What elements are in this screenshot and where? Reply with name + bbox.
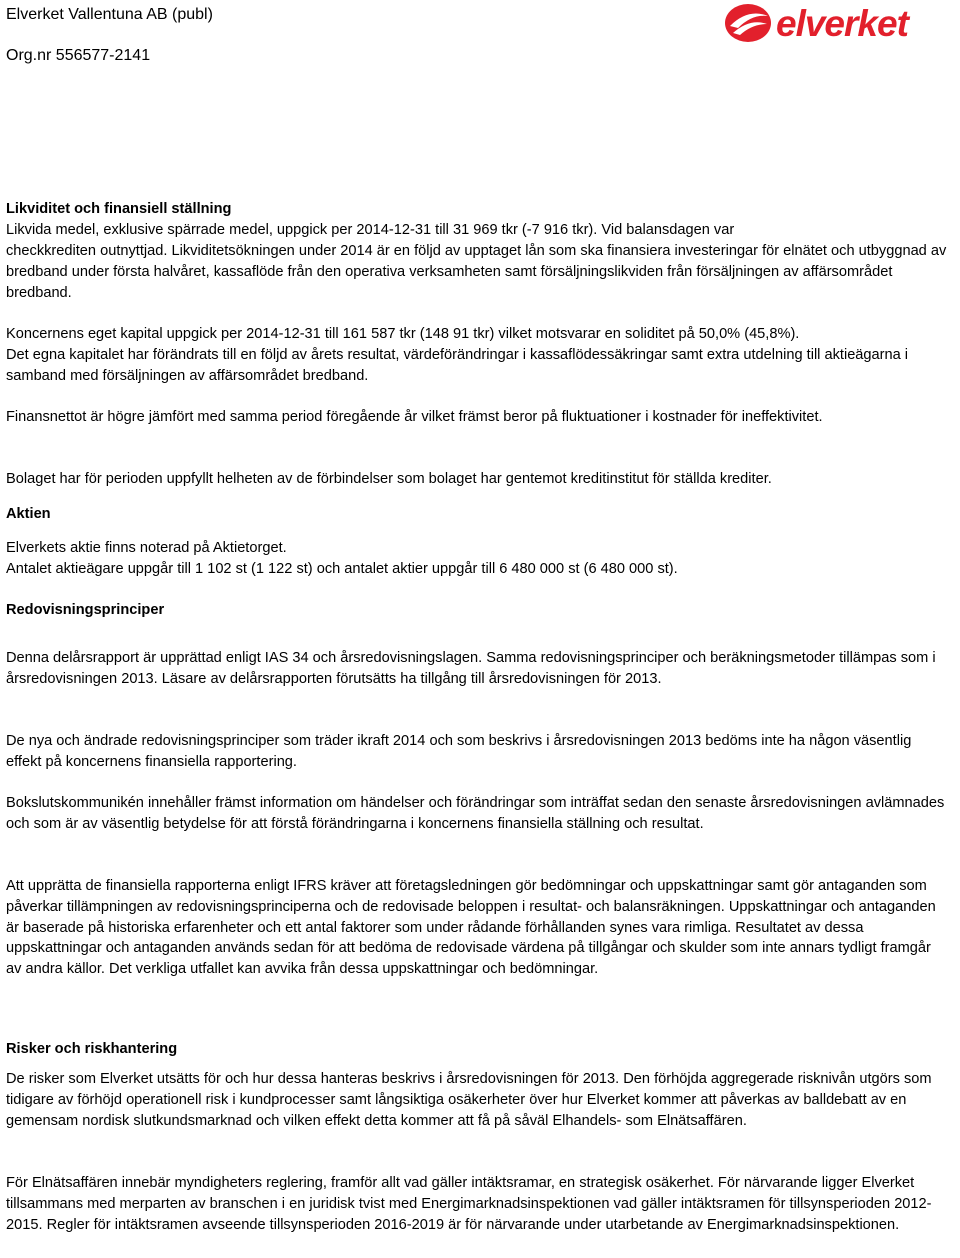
liquidity-paragraph-5: Bolaget har för perioden uppfyllt helheten av de förbindelser som bolaget har gentemot kreditinstitut för ställda krediter.: [6, 471, 772, 487]
accounting-paragraph-3: Bokslutskommunikén innehåller främst information om händelser och förändringar som inträffat sedan den senaste årsredovisningen avlämnades och som är av väsentlig betydelse för att förstå förändringarna i koncernens finansiella ställning och resultat.: [6, 795, 945, 832]
accounting-paragraph-4: Att upprätta de finansiella rapporterna enligt IFRS kräver att företagsledningen gör bedömningar och uppskattningar samt gör antaganden som påverkar tillämpningen av redovisningsprinciperna och de redovisade beloppen i resultat- och balansräkningen. Uppskattningar och antaganden är baserade på historiska erfarenheter och ett antal faktorer som under rådande förhållanden synes vara rimliga. Resultatet av dessa uppskattningar och antaganden används sedan för att bedöma de redovisade värdena på tillgångar och skulder som inte annars tydligt framgår av andra källor. Det verkliga utfallet kan avvika från dessa uppskattningar och bedömningar.: [6, 878, 936, 978]
heading-accounting: Redovisningsprinciper: [6, 602, 165, 618]
heading-liquidity: Likviditet och finansiell ställning: [6, 201, 232, 217]
accounting-paragraph-1: Denna delårsrapport är upprättad enligt IAS 34 och årsredovisningslagen. Samma redovisningsprinciper och beräkningsmetoder tillämpas som i årsredovisningen 2013. Läsare av delårsrapporten förutsätts ha tillgång till årsredovisningen för 2013.: [6, 650, 936, 687]
share-paragraph-2: Antalet aktieägare uppgår till 1 102 st (1 122 st) och antalet aktier uppgår till 6 480 000 st (6 480 000 st).: [6, 561, 678, 577]
share-paragraph-1: Elverkets aktie finns noterad på Aktietorget.: [6, 540, 287, 556]
liquidity-paragraph-1: checkkrediten outnyttjad. Likviditetsökningen under 2014 är en följd av upptaget lån som ska finansiera investeringar för elnätet och utbyggnad av bredband under första halvåret, kassaflöde från den operativa verksamheten samt försäljningslikviden från försäljningen av affärsområdet bredband.: [6, 243, 947, 301]
svg-text:elverket: elverket: [776, 3, 908, 44]
heading-risks: Risker och riskhantering: [6, 1041, 178, 1057]
heading-share: Aktien: [6, 506, 51, 522]
header-orgnr: Org.nr 556577-2141: [6, 47, 151, 64]
logo-swoosh-icon: [725, 4, 771, 42]
liquidity-paragraph-1-line-1: Likvida medel, exklusive spärrade medel, uppgick per 2014-12-31 till 31 969 tkr (-7 916 tkr). Vid balansdagen var: [6, 222, 735, 238]
liquidity-paragraph-4: Finansnettot är högre jämfört med samma period föregående år vilket främst beror på fluktuationer i kostnader för ineffektivitet.: [6, 409, 823, 425]
header-company: Elverket Vallentuna AB (publ): [6, 6, 213, 23]
accounting-paragraph-2: De nya och ändrade redovisningsprinciper som träder ikraft 2014 och som beskrivs i årsredovisningen 2013 bedöms inte ha någon väsentlig effekt på koncernens finansiella rapportering.: [6, 733, 912, 770]
liquidity-paragraph-3: Det egna kapitalet har förändrats till en följd av årets resultat, värdeförändringar i kassaflödessäkringar samt extra utdelning till aktieägarna i samband med försäljningen av affärsområdet bredband.: [6, 347, 909, 384]
liquidity-paragraph-2: Koncernens eget kapital uppgick per 2014-12-31 till 161 587 tkr (148 91 tkr) vilket motsvarar en soliditet på 50,0% (45,8%).: [6, 326, 800, 342]
risks-paragraph-2: För Elnätsaffären innebär myndigheters reglering, framför allt vad gäller intäktsramar, en strategisk osäkerhet. För närvarande ligger Elverket tillsammans med merparten av branschen i en juridisk tvist med Energimarknadsinspektionen vad gäller intäktsramen för tillsynsperioden 2012-2015. Regler för intäktsramen avseende tillsynsperioden 2016-2019 är för närvarande under utarbetande av Energimarknadsinspektionen.: [6, 1175, 932, 1233]
risks-paragraph-1: De risker som Elverket utsätts för och hur dessa hanteras beskrivs i årsredovisningen för 2013. Den förhöjda aggregerade risknivån utgörs som tidigare av förhöjd operationell risk i kundprocesser samt långsiktiga osäkerheter över hur Elverket kommer att påverkas av balldebatt av en gemensam nordisk slutkundsmarknad och vilken effekt detta kommer att få på såväl Elhandels- som Elnätsaffären.: [6, 1071, 932, 1129]
elverket-logo: [724, 2, 952, 46]
